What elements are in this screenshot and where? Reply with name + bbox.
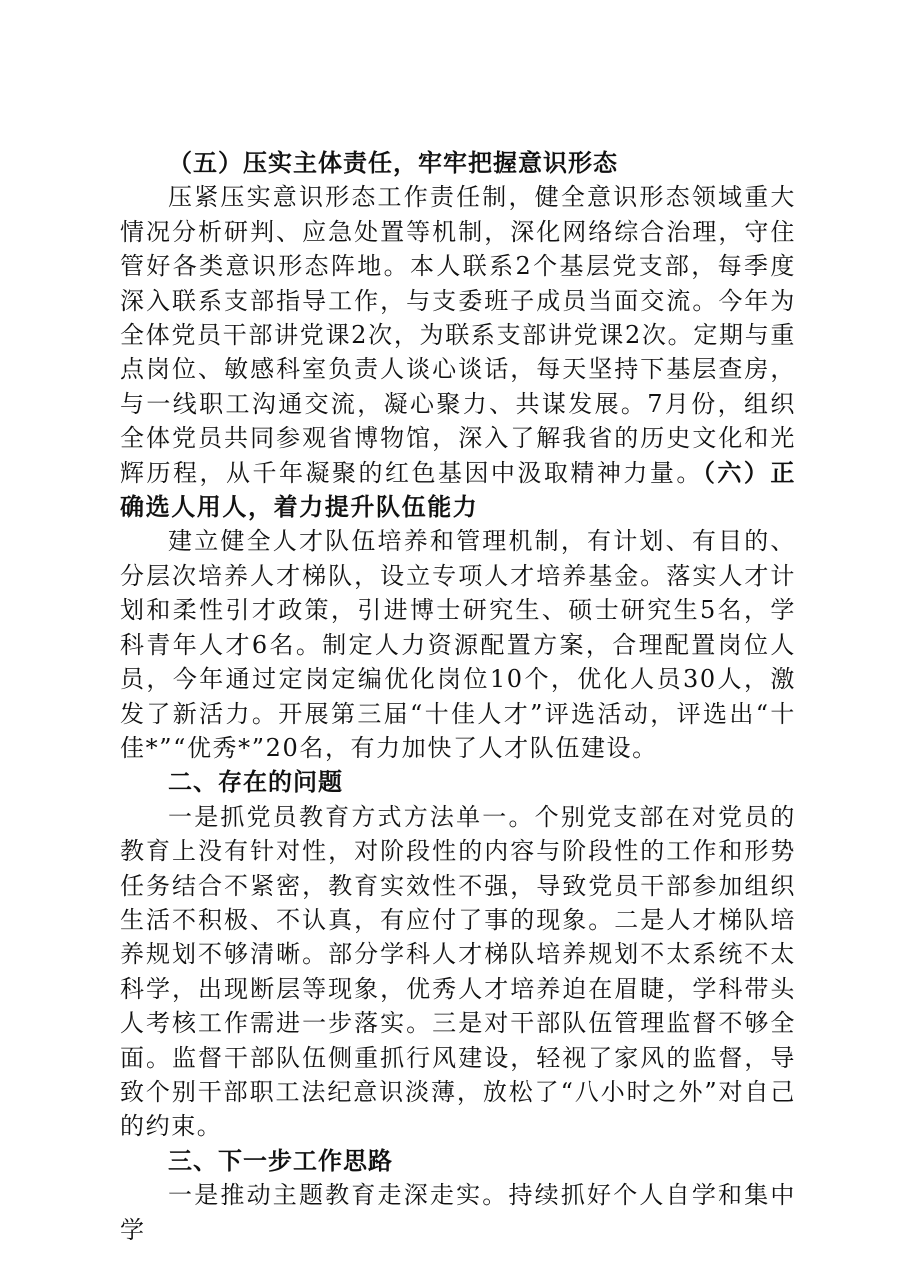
part-3-paragraph: 一是推动主题教育走深走实。持续抓好个人自学和集中学: [120, 1181, 796, 1244]
part-2-heading: 二、存在的问题: [168, 767, 343, 797]
document-body: [120, 146, 796, 1247]
part-2-paragraph: 一是抓党员教育方式方法单一。个别党支部在对党员的教育上没有针对性，对阶段性的内容与阶段性的工作和形势任务结合不紧密，教育实效性不强，导致党员干部参加组织生活不积极、不认真，有应付了事的现象。二是人才梯队培养规划不够清晰。部分学科人才梯队培养规划不太系统不太科学，出现断层等现象，优秀人才培养迫在眉睫，学科带头人考核工作需进一步落实。三是对干部队伍管理监督不够全面。监督干部队伍侧重抓行风建设，轻视了家风的监督，导致个别干部职工法纪意识淡薄，放松了“八小时之外”对自己的约束。: [120, 802, 796, 1141]
section-5-paragraph: [120, 180, 796, 524]
section-6-heading: （六）正确选人用人，着力提升队伍能力: [120, 457, 796, 522]
part-3-heading: 三、下一步工作思路: [168, 1145, 393, 1175]
section-6-paragraph: 建立健全人才队伍培养和管理机制，有计划、有目的、分层次培养人才梯队，设立专项人才培养基金。落实人才计划和柔性引才政策，引进博士研究生、硕士研究生5名，学科青年人才6名。制定人力资源配置方案，合理配置岗位人员，今年通过定岗定编优化岗位10个，优化人员30人，激发了新活力。开展第三届“十佳人才”评选活动，评选出“十佳*”“优秀*”20名，有力加快了人才队伍建设。: [120, 527, 796, 762]
section-5-body: 压紧压实意识形态工作责任制，健全意识形态领域重大情况分析研判、应急处置等机制，深化网络综合治理，守住管好各类意识形态阵地。本人联系2个基层党支部，每季度深入联系支部指导工作，与支委班子成员当面交流。今年为全体党员干部讲党课2次，为联系支部讲党课2次。定期与重点岗位、敏感科室负责人谈心谈话，每天坚持下基层查房，与一线职工沟通交流，凝心聚力、共谋发展。7月份，组织全体党员共同参观省博物馆，深入了解我省的历史文化和光辉历程，从千年凝聚的红色基因中汲取精神力量。: [120, 183, 796, 487]
section-5-heading: （五）压实主体责任，牢牢把握意识形态: [168, 148, 618, 177]
